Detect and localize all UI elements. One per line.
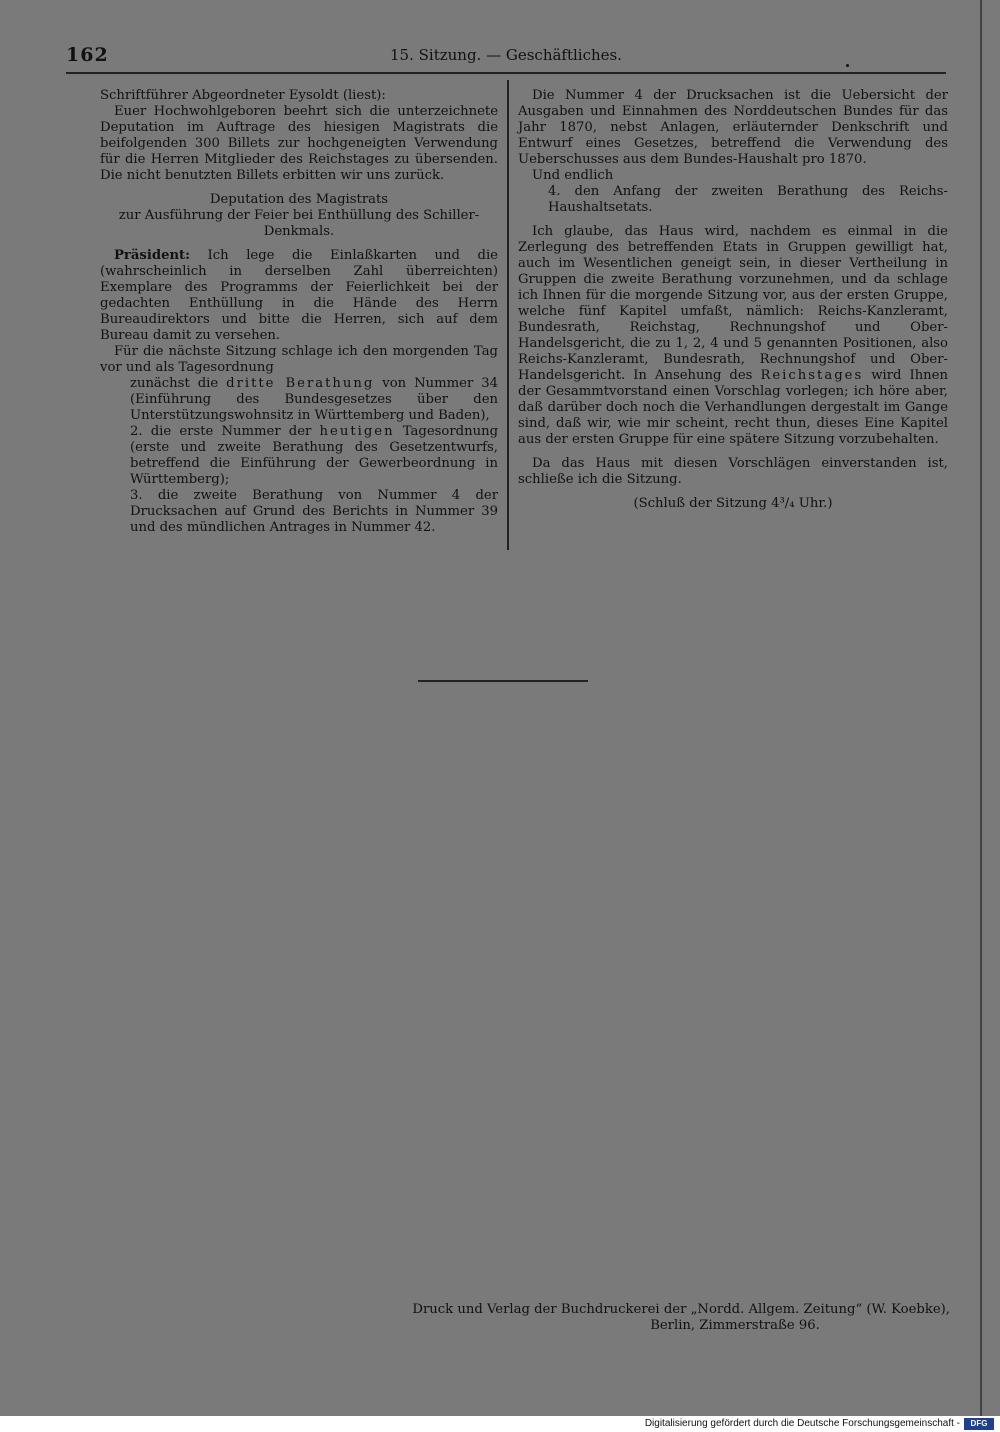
dfg-logo: DFG [964,1418,994,1430]
agenda-item-2-pre: 2. die erste Nummer der [130,424,320,439]
scan-edge-line [980,0,982,1416]
page-number: 162 [66,44,109,66]
proposal-post: wird Ihnen der Gesammtvorstand einen Vorschlag vorlegen; ich höre aber, daß darüber doch noch die Verhandlungen dergestalt im Gange sind, daß wir, wie mir scheint, recht thun, dieses Eine Kapitel aus der ersten Gruppe für eine spätere Sitzung vorzubehalten. [518,368,948,447]
agenda-item-2 [100,424,498,488]
signature-line-1: Deputation des Magistrats [209,192,389,207]
end-rule [418,680,588,682]
und-endlich: Und endlich [532,168,614,183]
agenda-item-1 [100,376,498,424]
imprint-line-1: Druck und Verlag der Buchdruckerei der „Nordd. Allgem. Zeitung“ (W. Koebke), [412,1302,950,1317]
letter-text: Euer Hochwohlgeboren beehrt sich die unterzeichnete Deputation im Auftrage des hiesigen Magistrats die beifolgenden 300 Billets zur hochgeneigten Verwendung für die Herren Mitglieder des Reichstages zu übersenden. Die nicht benutzten Billets erbitten wir uns zurück. [100,104,498,183]
agenda-item-2-post: Tagesordnung (erste und zweite Berathung des Gesetzentwurfs, betreffend die Einführung der Gewerbeordnung in Württemberg); [130,424,499,487]
proposal-emph: Reichstages [760,368,864,383]
agenda-item-2-emph: heutigen [319,424,395,439]
president-statement [100,248,498,344]
header-rule [66,72,946,74]
agenda-item-1-pre: zunächst die [130,376,227,391]
drucksache-description: Die Nummer 4 der Drucksachen ist die Uebersicht der Ausgaben und Einnahmen des Norddeutschen Bundes für das Jahr 1870, nebst Anlagen, erläuternder Denkschrift und Entwurf eines Gesetzes, betreffend die Verwendung des Ueberschusses aus dem Bundes-Haushalt pro 1870. [518,88,948,167]
president-text: Ich lege die Einlaßkarten und die (wahrscheinlich in derselben Zahl überreichten) Exemplare des Programms der Feierlichkeit bei der gedachten Enthüllung in die Hände des Herrn Bureaudirektors und bitte die Herren, sich auf dem Bureau damit zu versehen. [100,248,498,343]
proposal-pre: Ich glaube, das Haus wird, nachdem es einmal in die Zerlegung des betreffenden Etats in Gruppen gewilligt hat, auch im Wesentlichen geneigt sein, in dieser Vertheilung in Gruppen die zweite Berathung vorzunehmen, und da schlage ich Ihnen für die morgende Sitzung vor, aus der ersten Gruppe, welche fünf Kapitel umfaßt, nämlich: Reichs-Kanzleramt, Bundesrath, Reichstag, Rechnungshof und Ober-Handelsgericht, die zu 1, 2, 4 und 5 genannten Positionen, also Reichs-Kanzleramt, Bundesrath, Rechnungshof und Ober-Handelsgericht. In Ansehung des [518,224,948,383]
agenda-item-1-emph: dritte Berathung [226,376,375,391]
agenda-intro: Für die nächste Sitzung schlage ich den morgenden Tag vor und als Tagesordnung [100,344,498,375]
printer-imprint [400,1302,950,1334]
page-header [66,44,946,72]
session-end: (Schluß der Sitzung 4³/₄ Uhr.) [633,496,833,511]
left-column [100,88,498,536]
closing-statement: Da das Haus mit diesen Vorschlägen einverstanden ist, schließe ich die Sitzung. [518,456,948,487]
agenda-item-1-post: von Nummer 34 (Einführung des Bundesgesetzes über den Unterstützungswohnsitz in Württemberg und Baden), [130,376,498,423]
agenda-item-4: 4. den Anfang der zweiten Berathung des Reichs-Haushaltsetats. [548,184,948,215]
ink-speck [846,64,849,67]
right-column [518,88,948,512]
funding-notice: Digitalisierung gefördert durch die Deutsche Forschungsgemeinschaft - [644,1418,960,1429]
secretary-intro: Schriftführer Abgeordneter Eysoldt (liest): [100,88,386,103]
running-title: 15. Sitzung. — Geschäftliches. [390,46,622,64]
column-divider [507,80,509,550]
agenda-item-3: 3. die zweite Berathung von Nummer 4 der Drucksachen auf Grund des Berichts in Nummer 39 und des mündlichen Antrages in Nummer 42. [130,488,498,535]
speaker-name: Präsident: [114,248,191,263]
signature-line-2: zur Ausführung der Feier bei Enthüllung des Schiller-Denkmals. [118,208,480,239]
imprint-line-2: Berlin, Zimmerstraße 96. [650,1318,820,1333]
president-proposal [518,224,948,448]
